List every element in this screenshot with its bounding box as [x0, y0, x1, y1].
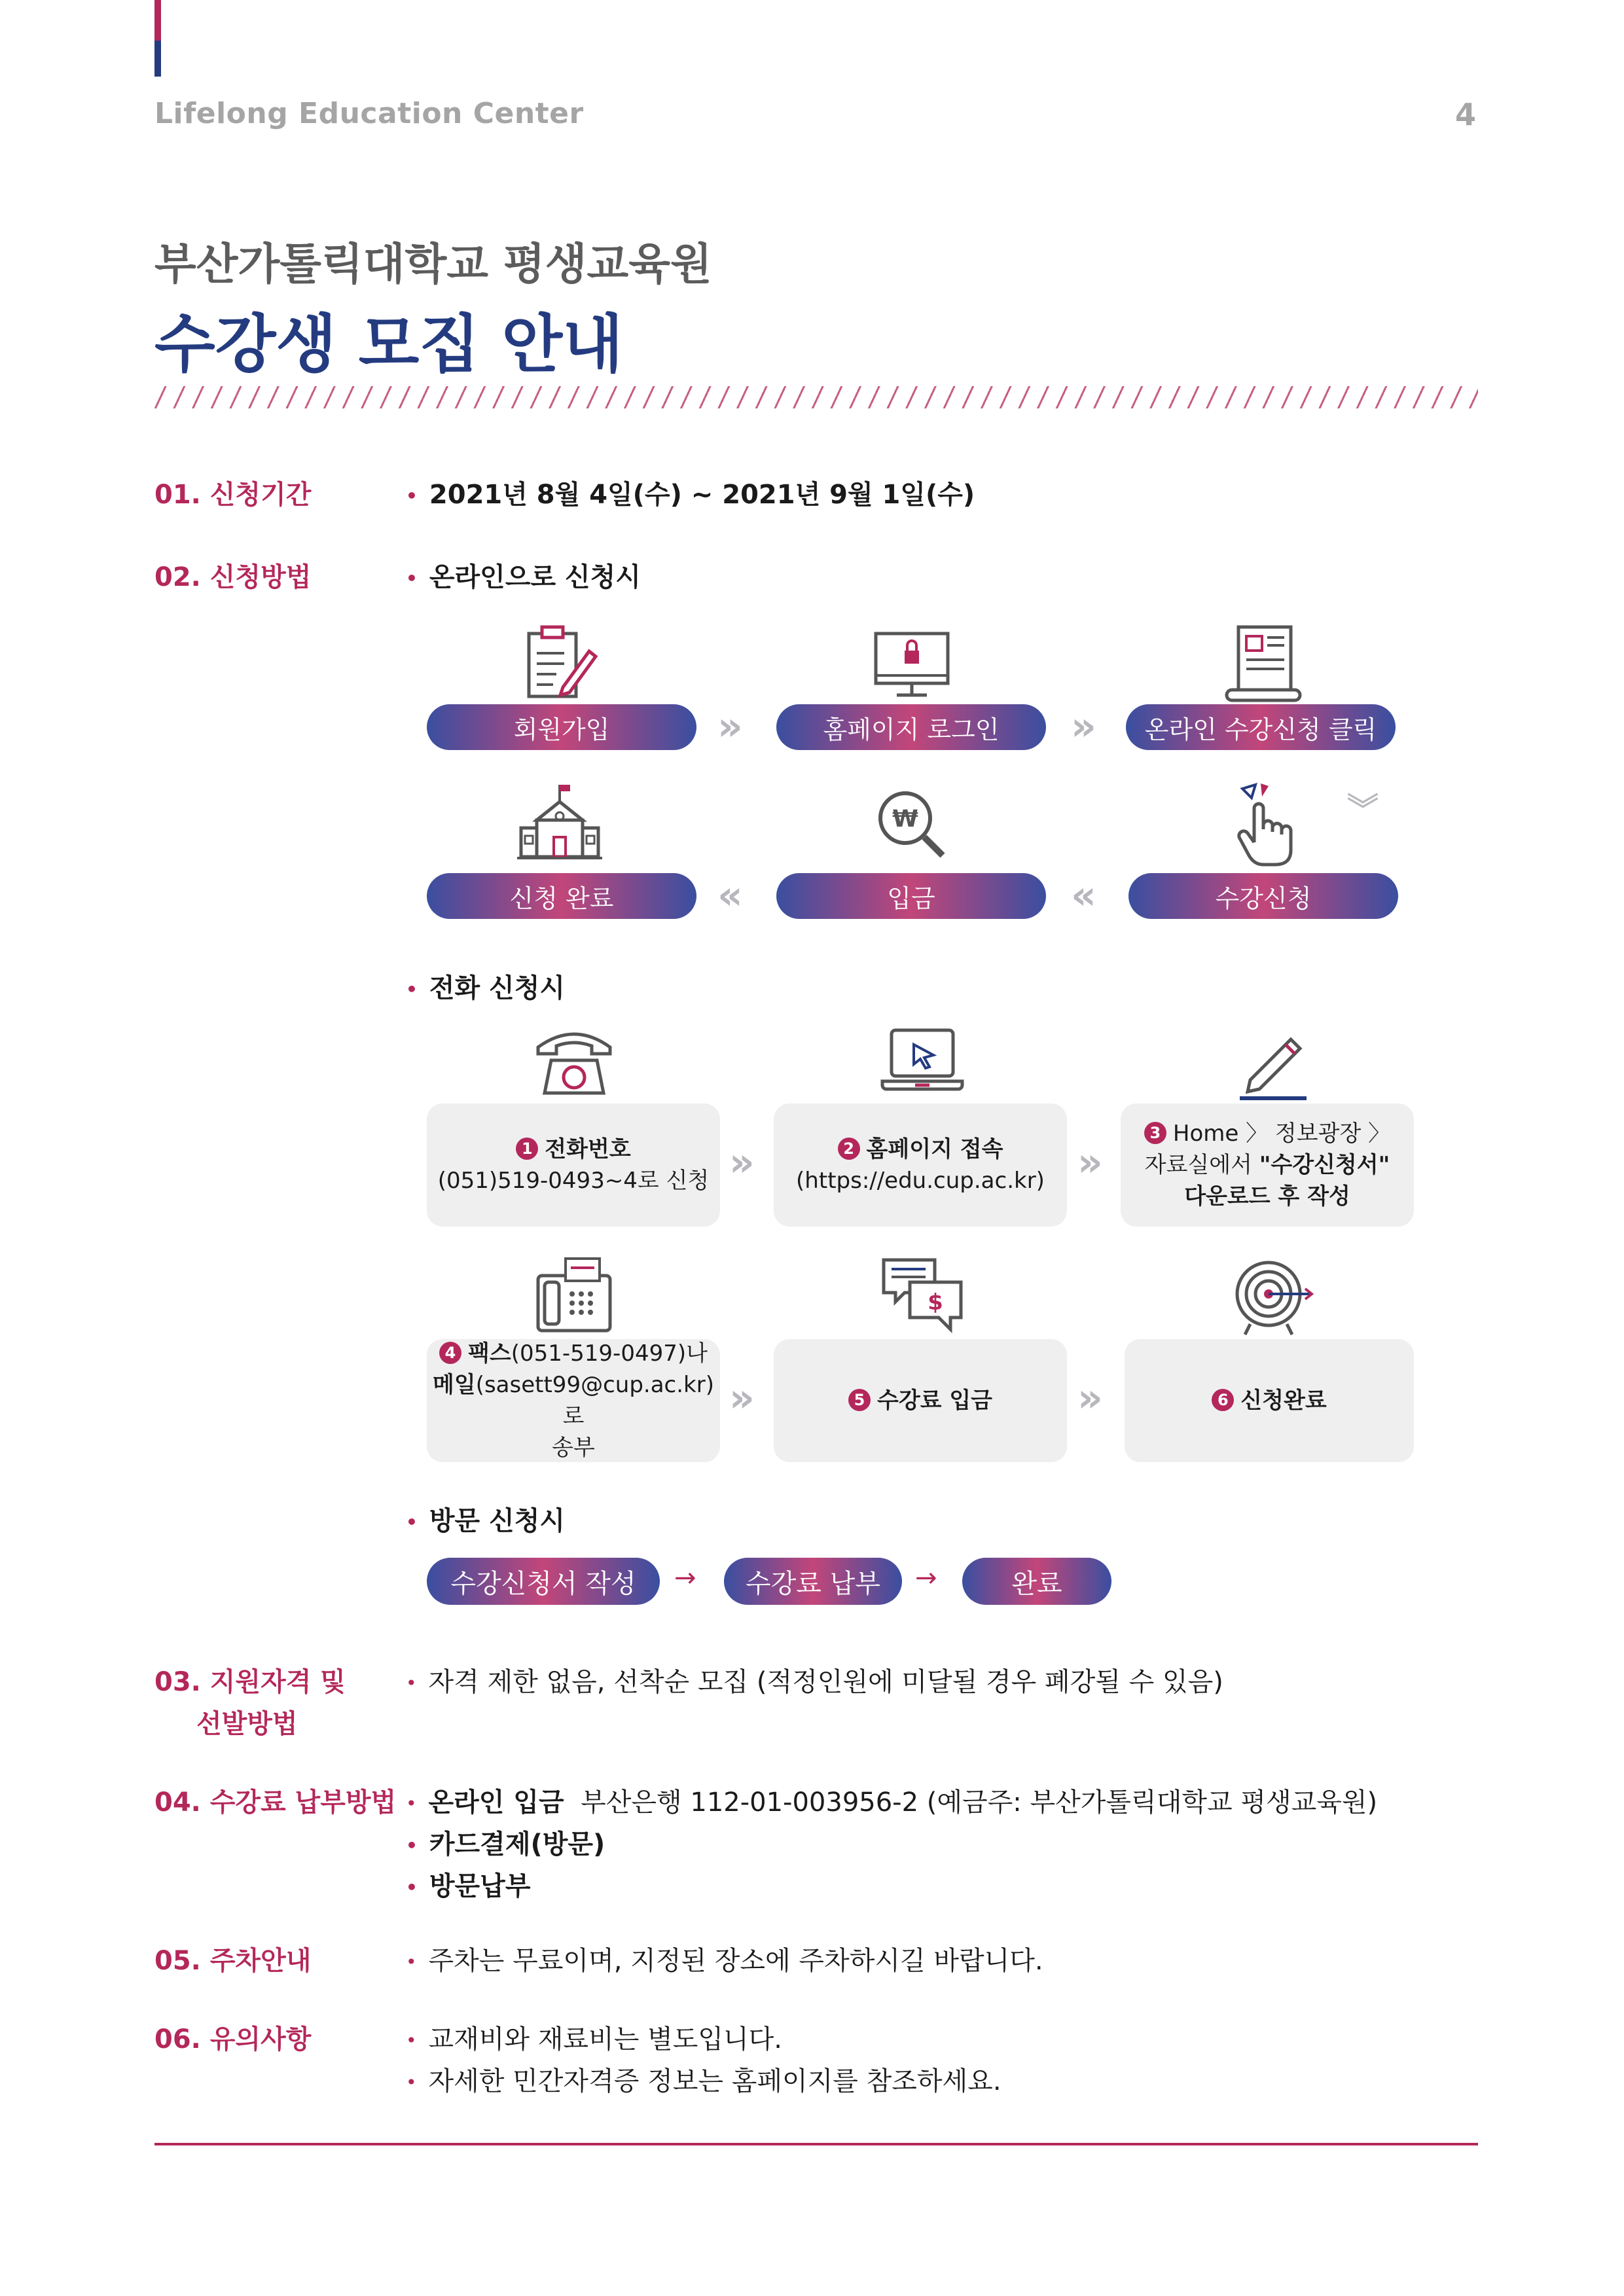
- phone-heading: [406, 967, 565, 1011]
- svg-text:₩: ₩: [892, 806, 918, 833]
- bullet: •: [406, 978, 418, 1000]
- visit-heading-text: 방문 신청시: [429, 1506, 566, 1536]
- bullet: •: [406, 1793, 417, 1814]
- document-icon: [1223, 622, 1308, 707]
- target-icon: [1231, 1253, 1316, 1338]
- payment-visit-item: [406, 1865, 530, 1909]
- card-1-title-line: [516, 1134, 630, 1165]
- eligibility-text: 자격 제한 없음, 선착순 모집 (적정인원에 미달될 경우 폐강될 수 있음): [428, 1667, 1223, 1697]
- monitor-lock-icon: [869, 622, 954, 707]
- phone-step-card-4: [427, 1339, 720, 1462]
- section-label-eligibility-line2: 선발방법: [196, 1709, 298, 1739]
- hand-click-icon: [1223, 782, 1308, 867]
- won-search-icon: [869, 782, 954, 867]
- hatch-divider: [154, 386, 1478, 408]
- online-heading: [406, 556, 641, 600]
- payment-online-label: 온라인 입금: [428, 1787, 564, 1818]
- card-1-title: 전화번호: [545, 1136, 631, 1162]
- phone-step-card-6: [1125, 1339, 1414, 1462]
- top-accent-bar-navy: [154, 41, 161, 77]
- card-4-mail-address: (sasett99@cup.ac.kr)로: [475, 1372, 714, 1429]
- payment-card-text: 카드결제(방문): [429, 1829, 605, 1859]
- parking-item: [406, 1940, 1043, 1983]
- bullet: •: [406, 485, 418, 507]
- card-3-line2-text: 자료실에서: [1144, 1152, 1259, 1178]
- fax-icon: [532, 1253, 617, 1338]
- step-complete: 신청 완료: [427, 873, 696, 919]
- clipboard-icon: [517, 622, 602, 707]
- step-number-badge: 3: [1144, 1122, 1166, 1144]
- step-number-badge: 1: [516, 1138, 538, 1160]
- card-4-fax-number: (051-519-0497)나: [511, 1340, 708, 1367]
- notes-item-2: [406, 2060, 1001, 2104]
- bullet: •: [406, 1511, 418, 1533]
- chevron-right-icon: »: [1077, 1375, 1103, 1421]
- phone-step-card-2: [774, 1103, 1067, 1227]
- phone-step-card-5: [774, 1339, 1067, 1462]
- visit-step-pay-fee: 수강료 납부: [724, 1558, 902, 1605]
- bullet: •: [406, 1835, 418, 1856]
- chevron-right-icon: »: [1071, 704, 1096, 749]
- card-4-line1: [439, 1338, 708, 1369]
- chevron-right-icon: »: [729, 1139, 755, 1185]
- payment-bank-account: 부산은행 112-01-003956-2 (예금주: 부산가톨릭대학교 평생교육원): [581, 1787, 1378, 1818]
- top-accent-bar: [154, 0, 161, 41]
- page-number: 4: [1454, 97, 1476, 132]
- section-label-payment: 04. 수강료 납부방법: [154, 1787, 397, 1818]
- phone-heading-text: 전화 신청시: [429, 973, 566, 1003]
- step-number-badge: 4: [439, 1342, 461, 1364]
- bullet: •: [406, 1951, 417, 1973]
- step-deposit: 입금: [776, 873, 1046, 919]
- card-3-line3-text: 다운로드 후 작성: [1184, 1183, 1350, 1210]
- step-online-apply-click: 온라인 수강신청 클릭: [1126, 704, 1396, 750]
- notes-text-2: 자세한 민간자격증 정보는 홈페이지를 참조하세요.: [428, 2066, 1001, 2096]
- section-label-period: 01. 신청기간: [154, 480, 312, 510]
- visit-step-write-form: 수강신청서 작성: [427, 1558, 660, 1605]
- bullet: •: [406, 1876, 418, 1898]
- period-text: 2021년 8월 4일(수) ~ 2021년 9월 1일(수): [429, 480, 975, 510]
- chevron-right-icon: »: [717, 704, 743, 749]
- arrow-right-icon: →: [674, 1563, 696, 1593]
- card-3-line1-text: Home 〉 정보광장 〉: [1172, 1121, 1391, 1147]
- card-1-text: (051)519-0493~4로 신청: [437, 1168, 710, 1194]
- bullet: •: [406, 567, 418, 589]
- bullet: •: [406, 2030, 417, 2051]
- section-label-method: 02. 신청방법: [154, 562, 312, 592]
- section-label-notes: 06. 유의사항: [154, 2024, 312, 2054]
- notes-item-1: [406, 2018, 782, 2062]
- card-4-mail-label: 메일: [433, 1372, 476, 1398]
- card-3-line2: [1145, 1149, 1390, 1181]
- chevron-down-icon: ︾: [1347, 791, 1379, 828]
- bullet: •: [406, 2072, 417, 2093]
- period-item: [406, 474, 975, 517]
- card-4-line3: 송부: [552, 1435, 595, 1461]
- card-4-fax-label: 팩스: [468, 1340, 511, 1367]
- chat-payment-icon: [880, 1253, 965, 1338]
- page-subtitle: 부산가톨릭대학교 평생교육원: [154, 239, 712, 289]
- card-2-title-line: [838, 1134, 1003, 1165]
- step-signup: 회원가입: [427, 704, 696, 750]
- pen-icon: [1231, 1021, 1316, 1106]
- card-5-title-line: [848, 1385, 992, 1416]
- step-login: 홈페이지 로그인: [776, 704, 1046, 750]
- card-4-line2: [427, 1369, 720, 1432]
- step-number-badge: 6: [1212, 1389, 1234, 1411]
- bottom-divider: [154, 2143, 1478, 2145]
- section-label-eligibility: 03. 지원자격 및: [154, 1667, 346, 1697]
- payment-card-item: [406, 1823, 605, 1867]
- step-number-badge: 5: [848, 1389, 871, 1411]
- online-heading-text: 온라인으로 신청시: [429, 562, 641, 592]
- card-6-title: 신청완료: [1240, 1388, 1327, 1414]
- step-enroll: 수강신청: [1128, 873, 1398, 919]
- card-3-form-name: "수강신청서": [1259, 1152, 1390, 1178]
- card-2-title: 홈페이지 접속: [866, 1136, 1003, 1162]
- payment-online-item: [406, 1782, 1377, 1825]
- bullet: •: [406, 1672, 417, 1694]
- chevron-right-icon: »: [729, 1375, 755, 1421]
- card-6-title-line: [1212, 1385, 1326, 1416]
- phone-step-card-1: [427, 1103, 720, 1227]
- eligibility-item: [406, 1661, 1223, 1704]
- header-label: Lifelong Education Center: [154, 97, 584, 130]
- visit-heading: [406, 1500, 565, 1543]
- card-5-title: 수강료 입금: [876, 1388, 993, 1414]
- payment-visit-text: 방문납부: [429, 1871, 531, 1901]
- chevron-right-icon: »: [1077, 1139, 1103, 1185]
- arrow-right-icon: →: [915, 1563, 937, 1593]
- parking-text: 주차는 무료이며, 지정된 장소에 주차하시길 바랍니다.: [428, 1946, 1043, 1976]
- telephone-icon: [532, 1021, 617, 1106]
- phone-step-card-3: [1121, 1103, 1414, 1227]
- notes-text-1: 교재비와 재료비는 별도입니다.: [428, 2024, 782, 2054]
- page-title: 수강생 모집 안내: [154, 308, 623, 381]
- laptop-icon: [880, 1021, 965, 1106]
- card-3-line3: [1184, 1181, 1350, 1212]
- step-number-badge: 2: [838, 1138, 860, 1160]
- school-icon: [517, 782, 602, 867]
- chevron-left-icon: «: [717, 872, 743, 918]
- card-3-line1: [1144, 1118, 1390, 1149]
- section-label-parking: 05. 주차안내: [154, 1946, 312, 1976]
- visit-step-complete: 완료: [962, 1558, 1111, 1605]
- svg-text:$: $: [928, 1289, 943, 1316]
- chevron-left-icon: «: [1071, 872, 1096, 918]
- card-2-text: (https://edu.cup.ac.kr): [796, 1168, 1045, 1194]
